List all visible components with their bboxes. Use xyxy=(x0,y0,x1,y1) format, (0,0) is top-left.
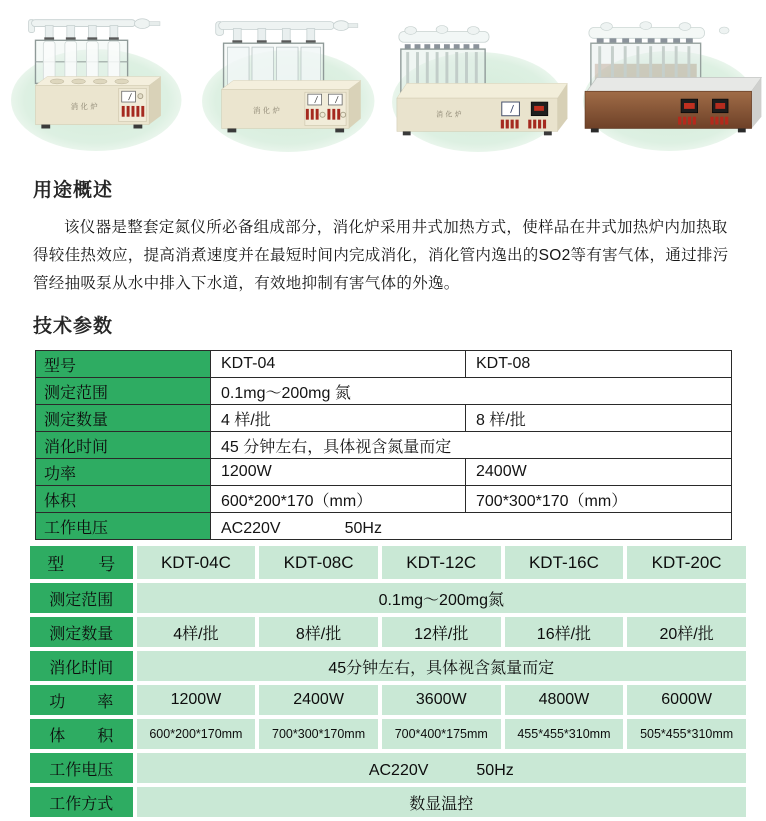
spec-cell: 45分钟左右，具体视含氮量而定 xyxy=(137,651,746,681)
spec-cell: 700*300*170mm xyxy=(259,719,378,749)
model-cell: KDT-20C xyxy=(627,546,746,579)
machine-label-text: 消化炉 xyxy=(252,106,281,115)
spec-cell: 4样/批 xyxy=(137,617,256,647)
row-label: 功率 xyxy=(36,459,211,486)
model-cell: KDT-12C xyxy=(382,546,501,579)
spec-cell: 8样/批 xyxy=(259,617,378,647)
spec-cell: 20样/批 xyxy=(627,617,746,647)
spec-cell: 700*400*175mm xyxy=(382,719,501,749)
table-row xyxy=(30,753,746,783)
row-label: 消化时间 xyxy=(30,651,133,681)
spec-cell: 4800W xyxy=(505,685,624,715)
model-cell: KDT-04C xyxy=(137,546,256,579)
machine-label-text: 消化炉 xyxy=(436,110,464,119)
spec-table-kdt-c xyxy=(26,542,750,821)
row-label: 体积 xyxy=(36,486,211,513)
row-label: 测定范围 xyxy=(36,378,211,405)
table-row xyxy=(30,651,746,681)
spec-cell: 6000W xyxy=(627,685,746,715)
spec-cell: 0.1mg～200mg 氮 xyxy=(211,378,732,405)
row-label: 型 号 xyxy=(30,546,133,579)
table-row xyxy=(30,617,746,647)
overview-paragraph: 该仪器是整套定氮仪所必备组成部分，消化炉采用井式加热方式，使样品在井式加热炉内加热取得较佳热效应，提高消煮速度并在最短时间内完成消化，消化管内逸出的SO2等有害气体，通过排污管经抽吸泵从水中排入下水道，有效地抑制有害气体的外逸。 xyxy=(33,214,736,298)
specs-section-title: 技术参数 xyxy=(33,311,766,338)
digestion-furnace-photo-3-icon xyxy=(383,5,575,152)
model-cell: KDT-08C xyxy=(259,546,378,579)
spec-cell: 700*300*170（mm） xyxy=(466,486,732,513)
spec-cell: 数显温控 xyxy=(137,787,746,817)
spec-cell: 3600W xyxy=(382,685,501,715)
product-photo-2 xyxy=(192,5,384,152)
row-label: 工作电压 xyxy=(36,513,211,540)
spec-cell: AC220V 50Hz xyxy=(211,513,732,540)
table-row xyxy=(36,351,732,378)
spec-cell: 45 分钟左右，具体视含氮量而定 xyxy=(211,432,732,459)
table-row xyxy=(36,513,732,540)
spec-cell: 2400W xyxy=(466,459,732,486)
spec-cell: 455*455*310mm xyxy=(505,719,624,749)
spec-cell: 16样/批 xyxy=(505,617,624,647)
table-row xyxy=(30,787,746,817)
row-label: 测定数量 xyxy=(30,617,133,647)
product-photo-4 xyxy=(575,5,766,152)
spec-cell: 600*200*170（mm） xyxy=(211,486,466,513)
spec-cell: 0.1mg～200mg氮 xyxy=(137,583,746,613)
table-row xyxy=(30,583,746,613)
spec-cell: 12样/批 xyxy=(382,617,501,647)
spec-cell: 505*455*310mm xyxy=(627,719,746,749)
spec-cell: KDT-08 xyxy=(466,351,732,378)
digestion-furnace-photo-4-icon xyxy=(575,5,766,152)
product-photo-3 xyxy=(383,5,575,152)
product-photo-strip xyxy=(0,0,766,152)
table-row xyxy=(30,719,746,749)
table-row xyxy=(30,685,746,715)
table-row xyxy=(36,378,732,405)
table-row xyxy=(36,432,732,459)
spec-cell: 4 样/批 xyxy=(211,405,466,432)
spec-cell: 600*200*170mm xyxy=(137,719,256,749)
digestion-furnace-photo-2-icon xyxy=(192,5,384,152)
table-row xyxy=(36,459,732,486)
model-cell: KDT-16C xyxy=(505,546,624,579)
spec-table-kdt xyxy=(35,350,732,540)
row-label: 工作方式 xyxy=(30,787,133,817)
digestion-furnace-photo-1-icon xyxy=(0,5,192,152)
row-label: 测定数量 xyxy=(36,405,211,432)
table-row xyxy=(36,405,732,432)
row-label: 功 率 xyxy=(30,685,133,715)
row-label: 型号 xyxy=(36,351,211,378)
table-row xyxy=(36,486,732,513)
spec-cell: 8 样/批 xyxy=(466,405,732,432)
row-label: 测定范围 xyxy=(30,583,133,613)
spec-cell: KDT-04 xyxy=(211,351,466,378)
spec-cell: 1200W xyxy=(137,685,256,715)
row-label: 体 积 xyxy=(30,719,133,749)
machine-label-text: 消化炉 xyxy=(71,102,100,111)
product-photo-1 xyxy=(0,5,192,152)
table-row xyxy=(30,546,746,579)
spec-cell: 2400W xyxy=(259,685,378,715)
row-label: 工作电压 xyxy=(30,753,133,783)
spec-cell: AC220V 50Hz xyxy=(137,753,746,783)
overview-section-title: 用途概述 xyxy=(33,175,766,202)
row-label: 消化时间 xyxy=(36,432,211,459)
spec-cell: 1200W xyxy=(211,459,466,486)
